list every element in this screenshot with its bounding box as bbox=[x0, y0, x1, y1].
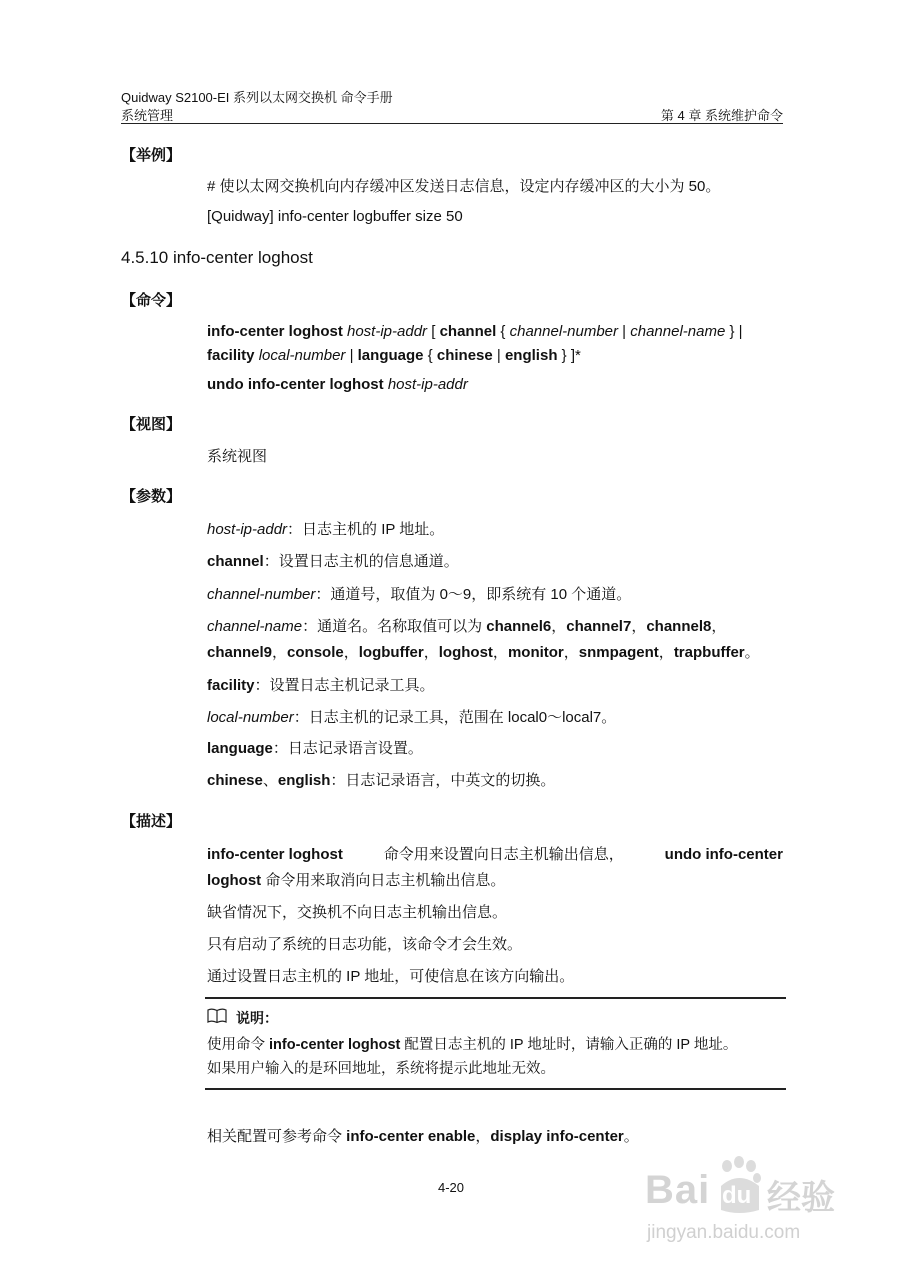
command-syntax-line-1: info-center loghost host-ip-addr [ channel { channel-number | channel-name } | bbox=[207, 323, 743, 340]
description-effect: 通过设置日志主机的 IP 地址，可使信息在该方向输出。 bbox=[207, 968, 575, 985]
related-commands: 相关配置可参考命令 info-center enable，display info-center。 bbox=[207, 1128, 639, 1145]
note-line-1: 使用命令 info-center loghost 配置日志主机的 IP 地址时，请输入正确的 IP 地址。 bbox=[207, 1037, 738, 1053]
watermark-paw-text: du bbox=[722, 1182, 752, 1209]
watermark-cn: 经验 bbox=[767, 1178, 835, 1218]
description-line-2: loghost 命令用来取消向日志主机输出信息。 bbox=[207, 872, 506, 889]
description-default: 缺省情况下，交换机不向日志主机输出信息。 bbox=[207, 904, 508, 921]
undo-command-syntax: undo info-center loghost host-ip-addr bbox=[207, 376, 468, 393]
watermark-url: jingyan.baidu.com bbox=[647, 1222, 801, 1243]
example-comment: # 使以太网交换机向内存缓冲区发送日志信息，设定内存缓冲区的大小为 50。 bbox=[207, 178, 721, 195]
example-command: [Quidway] info-center logbuffer size 50 bbox=[207, 208, 463, 225]
description-line-1: info-center loghost 命令用来设置向日志主机输出信息， undo info-center bbox=[207, 846, 783, 863]
params-label: 【参数】 bbox=[121, 488, 182, 505]
param-channel: channel：设置日志主机的信息通道。 bbox=[207, 553, 459, 570]
param-language: language：日志记录语言设置。 bbox=[207, 740, 423, 757]
command-syntax-line-2: facility local-number | language { chinese | english } ]* bbox=[207, 347, 581, 364]
view-text: 系统视图 bbox=[207, 448, 268, 465]
param-chinese-english: chinese、english：日志记录语言，中英文的切换。 bbox=[207, 772, 556, 789]
description-condition: 只有启动了系统的日志功能，该命令才会生效。 bbox=[207, 936, 523, 953]
header-title: Quidway S2100-EI 系列以太网交换机 命令手册 bbox=[121, 90, 393, 105]
note-bottom-rule bbox=[205, 1088, 786, 1090]
header-chapter-right: 第 4 章 系统维护命令 bbox=[660, 108, 783, 123]
description-label: 【描述】 bbox=[121, 813, 182, 830]
page-number: 4-20 bbox=[438, 1180, 465, 1195]
param-local-number: local-number：日志主机的记录工具，范围在 local0～local7。 bbox=[207, 709, 617, 726]
param-channel-name: channel-name：通道名。名称取值可以为 channel6，channel7，channel8， bbox=[207, 618, 727, 635]
paw-icon bbox=[717, 1156, 763, 1216]
param-facility: facility：设置日志主机记录工具。 bbox=[207, 677, 435, 694]
book-icon bbox=[207, 1008, 227, 1024]
view-label: 【视图】 bbox=[121, 416, 182, 433]
param-host-ip-addr: host-ip-addr：日志主机的 IP 地址。 bbox=[207, 521, 445, 538]
header-chapter-left: 系统管理 bbox=[121, 108, 174, 123]
baidu-jingyan-watermark bbox=[645, 1160, 855, 1250]
note-title: 说明： bbox=[236, 1010, 278, 1026]
command-label: 【命令】 bbox=[121, 292, 182, 309]
example-label: 【举例】 bbox=[121, 147, 182, 164]
param-channel-name-values: channel9，console，logbuffer，loghost，monitor，snmpagent，trapbuffer。 bbox=[207, 644, 760, 661]
header-rule bbox=[121, 123, 783, 124]
note-line-2: 如果用户输入的是环回地址，系统将提示此地址无效。 bbox=[207, 1061, 555, 1077]
section-heading: 4.5.10 info-center loghost bbox=[121, 248, 313, 267]
watermark-brand: Bai bbox=[645, 1168, 711, 1212]
param-channel-number: channel-number：通道号，取值为 0～9，即系统有 10 个通道。 bbox=[207, 586, 632, 603]
note-top-rule bbox=[205, 997, 786, 999]
